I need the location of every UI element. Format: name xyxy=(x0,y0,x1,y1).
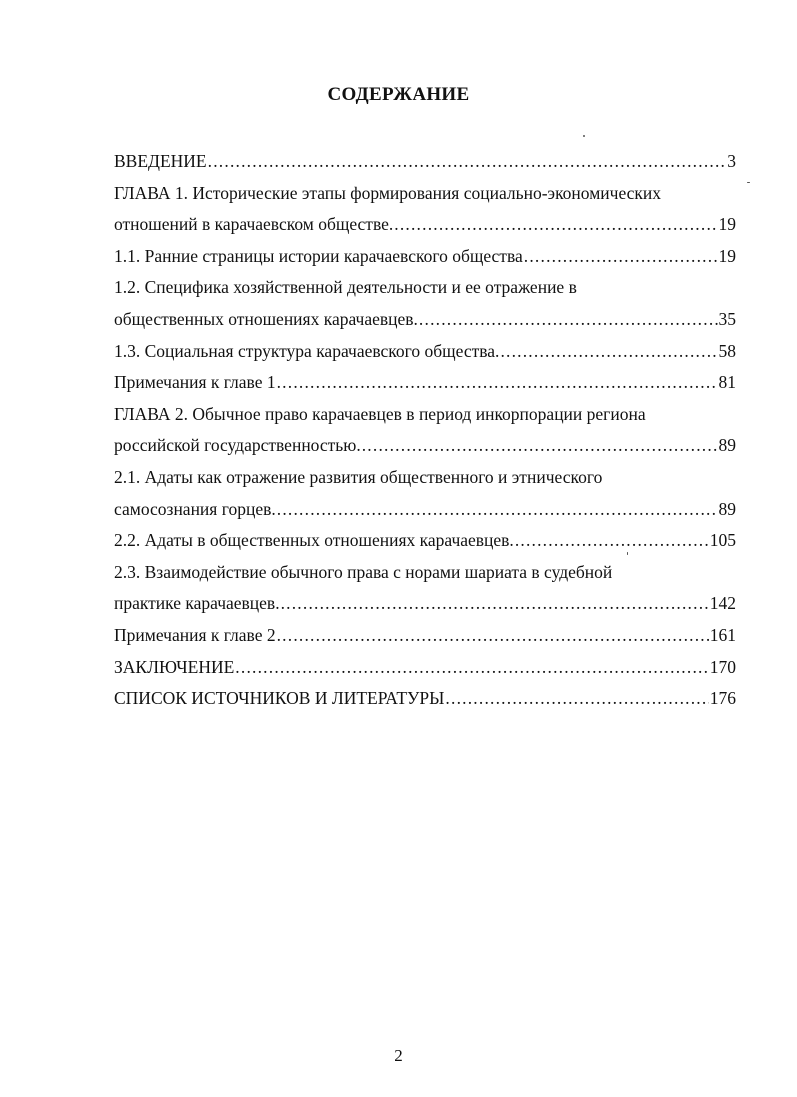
dot-leader xyxy=(500,336,717,368)
toc-entry-page: 170 xyxy=(709,656,736,677)
toc-entry-text: 1.3. Социальная структура карачаевского общества. xyxy=(114,340,500,361)
toc-entry-text: самосознания горцев. xyxy=(114,498,276,519)
toc-entry-first-line: 2.1. Адаты как отражение развития общественного и этнического xyxy=(114,466,603,487)
toc-entry-text: ЗАКЛЮЧЕНИЕ xyxy=(114,656,235,677)
toc-entry-text: Примечания к главе 2 xyxy=(114,624,276,645)
toc-entry-chapter-1 xyxy=(114,178,736,241)
toc-entry-page: 3 xyxy=(727,151,736,171)
dot-leader xyxy=(208,146,727,178)
toc-entry-text: 2.2. Адаты в общественных отношениях карачаевцев. xyxy=(114,530,514,551)
toc-entry-page: 161 xyxy=(709,624,736,645)
toc-entry-page: 105 xyxy=(709,530,736,551)
toc-entry-section-2-2 xyxy=(114,525,736,557)
toc-entry-text: ВВЕДЕНИЕ xyxy=(114,151,207,171)
toc-entry-notes-chapter-1 xyxy=(114,367,736,399)
toc-entry-section-2-1 xyxy=(114,462,736,525)
page-number: 2 xyxy=(394,1046,403,1065)
toc-entry-page: 176 xyxy=(709,688,736,709)
dot-leader xyxy=(445,683,708,715)
toc-entry-chapter-2 xyxy=(114,399,736,462)
toc-entry-page: 142 xyxy=(709,593,736,614)
dot-leader xyxy=(235,652,708,684)
toc-entry-page: 19 xyxy=(718,245,736,266)
toc-entry-text: Примечания к главе 1 xyxy=(114,372,276,393)
toc-entry-page: 89 xyxy=(718,498,736,519)
scan-speck xyxy=(747,182,750,183)
dot-leader xyxy=(277,494,718,526)
toc-entry-page: 35 xyxy=(718,308,736,329)
toc-entry-text: практике карачаевцев. xyxy=(114,593,280,614)
toc-entry-section-2-3 xyxy=(114,557,736,620)
toc-entry-page: 19 xyxy=(718,214,736,235)
scan-speck xyxy=(583,135,585,137)
dot-leader xyxy=(281,588,709,620)
toc-entry-introduction xyxy=(114,146,736,178)
toc-entry-first-line: 2.3. Взаимодействие обычного права с норами шариата в судебной xyxy=(114,561,613,582)
toc-entry-first-line: 1.2. Специфика хозяйственной деятельности и ее отражение в xyxy=(114,277,577,298)
dot-leader xyxy=(277,367,718,399)
toc-entry-section-1-1 xyxy=(114,241,736,273)
toc-entry-page: 89 xyxy=(718,435,736,456)
dot-leader xyxy=(419,304,718,336)
toc-entry-section-1-2 xyxy=(114,272,736,335)
toc-entry-section-1-3 xyxy=(114,336,736,368)
dot-leader xyxy=(394,209,717,241)
dot-leader xyxy=(362,430,718,462)
toc-entry-text: СПИСОК ИСТОЧНИКОВ И ЛИТЕРАТУРЫ xyxy=(114,688,445,709)
toc-entry-first-line: ГЛАВА 2. Обычное право карачаевцев в период инкорпорации региона xyxy=(114,403,646,424)
dot-leader xyxy=(524,241,718,273)
dot-leader xyxy=(515,525,709,557)
toc-entry-page: 81 xyxy=(718,372,736,393)
toc-entry-page: 58 xyxy=(718,340,736,361)
toc-entry-text: отношений в карачаевском обществе. xyxy=(114,214,394,235)
toc-entry-text: общественных отношениях карачаевцев. xyxy=(114,308,418,329)
toc-entry-bibliography xyxy=(114,683,736,715)
page-title: СОДЕРЖАНИЕ xyxy=(327,84,470,105)
toc-entry-first-line: ГЛАВА 1. Исторические этапы формирования социально-экономических xyxy=(114,182,662,203)
table-of-contents xyxy=(114,146,736,715)
toc-entry-notes-chapter-2 xyxy=(114,620,736,652)
toc-entry-conclusion xyxy=(114,652,736,684)
toc-entry-text: 1.1. Ранние страницы истории карачаевского общества xyxy=(114,245,523,266)
toc-entry-text: российской государственностью. xyxy=(114,435,361,456)
dot-leader xyxy=(277,620,709,652)
scan-speck xyxy=(627,552,628,555)
